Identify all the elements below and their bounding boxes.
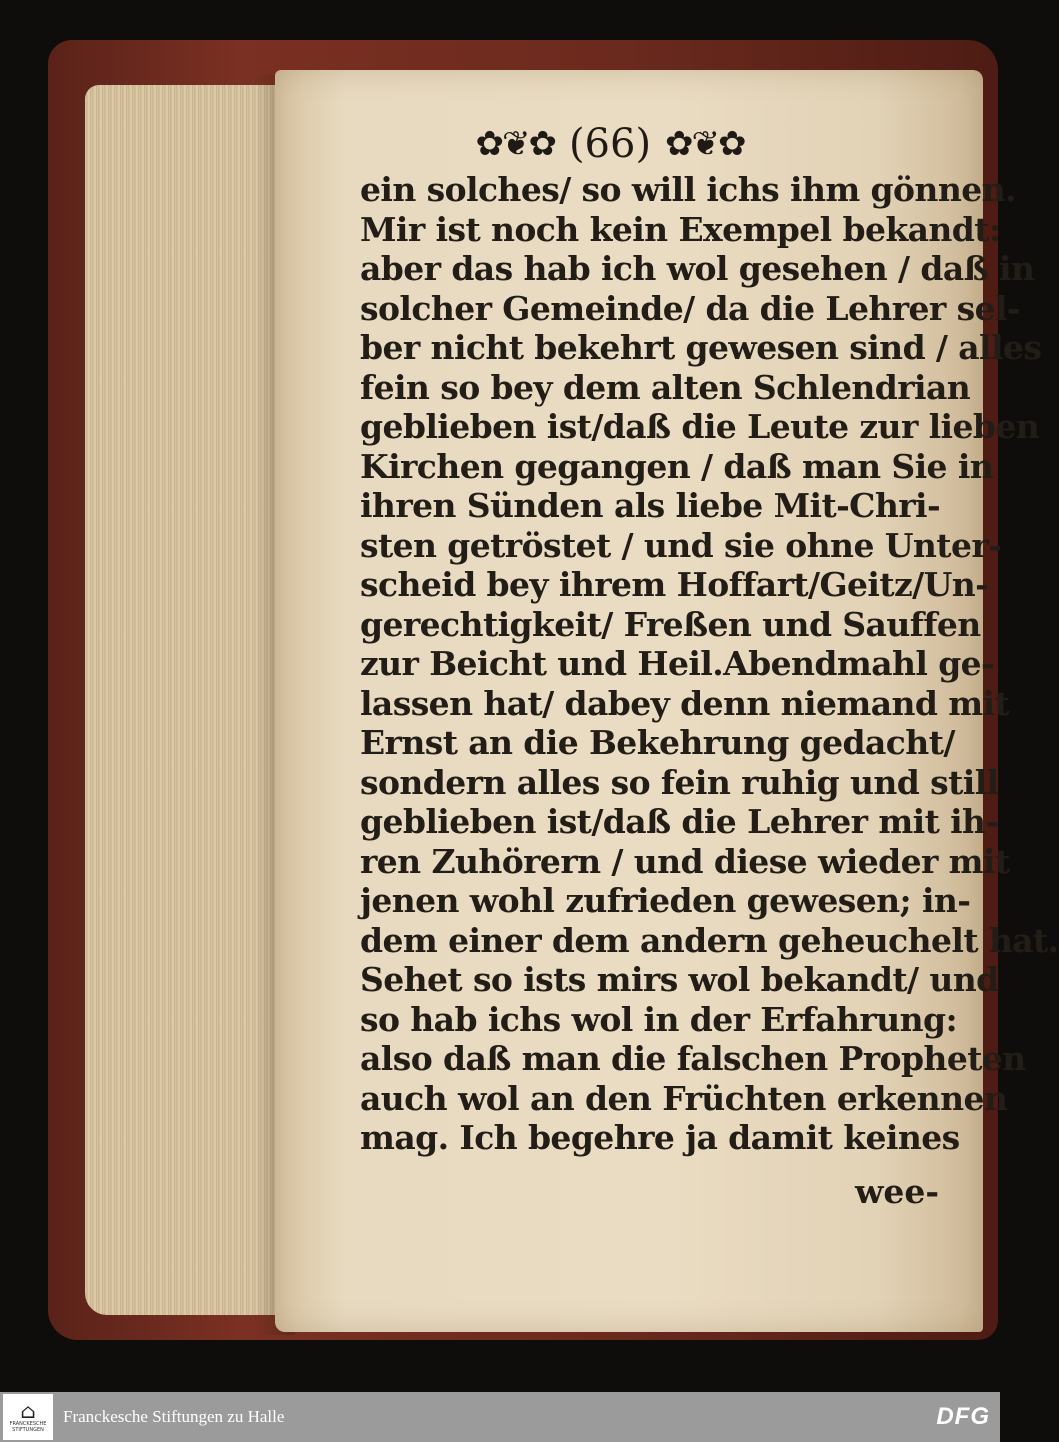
logo-text: FRANCKESCHE STIFTUNGEN — [9, 1421, 47, 1433]
text-line: jenen wohl zufrieden gewesen; in- — [360, 881, 971, 920]
text-line: auch wol an den Früchten erkennen — [360, 1078, 1008, 1118]
text-line: scheid bey ihrem Hoffart/Geitz/Un- — [360, 565, 989, 604]
text-line: mag. Ich begehre ja damit keines — [360, 1118, 960, 1157]
building-icon: ⌂ — [20, 1399, 36, 1423]
dfg-logo[interactable]: DFG — [936, 1403, 990, 1430]
text-line: zur Beicht und Heil.Abendmahl ge- — [360, 644, 995, 683]
text-line: ihren Sünden als liebe Mit-Chri- — [360, 486, 941, 525]
text-line: dem einer dem andern geheuchelt hat. — [360, 920, 1059, 960]
text-line: so hab ichs wol in der Erfahrung: — [360, 999, 958, 1039]
header-ornament-left: ✿❦✿ — [475, 124, 555, 164]
text-line: ren Zuhörern / und diese wieder mit — [360, 841, 1010, 881]
catchword: wee- — [855, 1172, 940, 1211]
institution-name[interactable]: Franckesche Stiftungen zu Halle — [63, 1407, 285, 1426]
text-line: ber nicht bekehrt gewesen sind / alles — [360, 328, 1042, 367]
footer-bar — [0, 1392, 1000, 1442]
text-line: ein solches/ so will ichs ihm gönnen. — [360, 170, 1016, 209]
page-header — [360, 118, 860, 170]
text-line: fein so bey dem alten Schlendrian — [360, 367, 971, 407]
text-line: sten getröstet / und sie ohne Unter- — [360, 525, 1002, 565]
text-line: sondern alles so fein ruhig und still — [360, 762, 999, 802]
text-line: Kirchen gegangen / daß man Sie in — [360, 446, 994, 486]
text-line: Sehet so ists mirs wol bekandt/ und — [360, 960, 999, 999]
text-line: geblieben ist/daß die Leute zur lieben — [360, 407, 1040, 446]
text-line: also daß man die falschen Propheten — [360, 1039, 1026, 1078]
text-line: Ernst an die Bekehrung gedacht/ — [360, 723, 955, 762]
page-number: (66) — [568, 121, 652, 167]
text-line: aber das hab ich wol gesehen / daß in — [360, 249, 1035, 288]
page-text — [360, 170, 1059, 1158]
header-ornament-right: ✿❦✿ — [665, 124, 745, 164]
text-line: gerechtigkeit/ Freßen und Sauffen — [360, 604, 981, 644]
text-line: solcher Gemeinde/ da die Lehrer sel- — [360, 288, 1021, 328]
text-line: Mir ist noch kein Exempel bekandt: — [360, 209, 1001, 249]
text-line: lassen hat/ dabey denn niemand mit — [360, 683, 1010, 723]
text-line: geblieben ist/daß die Lehrer mit ih- — [360, 802, 999, 841]
franckesche-stiftungen-logo-icon[interactable] — [3, 1394, 53, 1440]
